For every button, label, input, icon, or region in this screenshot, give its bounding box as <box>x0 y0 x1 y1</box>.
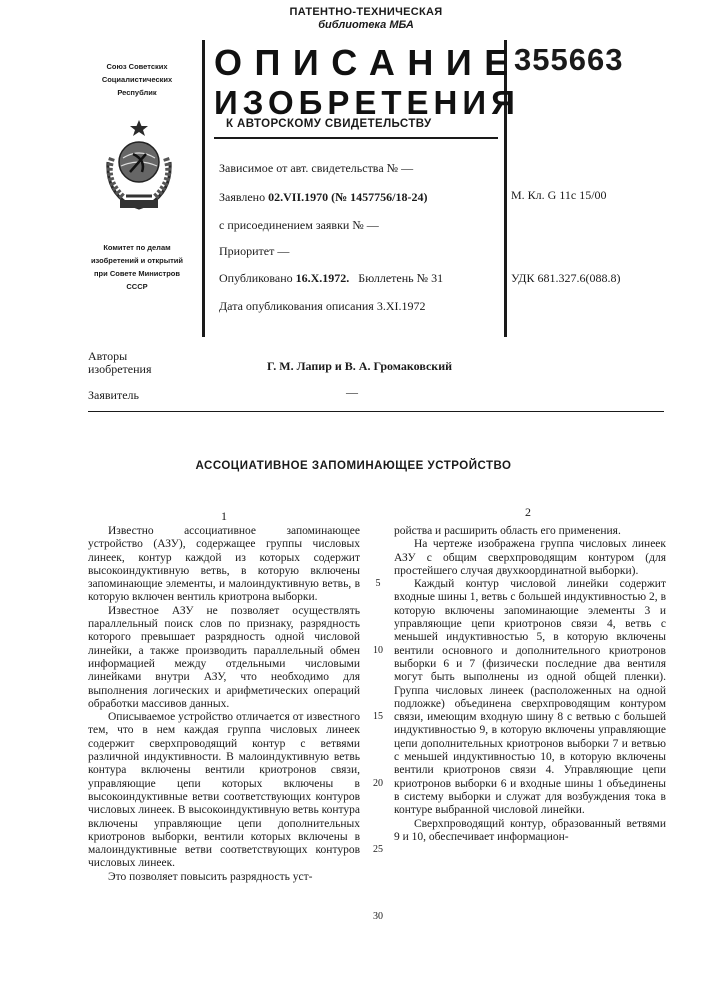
authors-label <box>88 350 151 376</box>
paragraph: Известно ассоциативное запоминающее устройство (АЗУ), содержащее группы числовых линеек, контур каждой из которых содержит высокоиндуктивную ветвь, в которую включены запоминающие элементы, и малоиндуктивную ветвь, в которую включен вентиль криотрона выборки. <box>88 525 360 605</box>
text-column-left <box>88 525 360 884</box>
paragraph: Известное АЗУ не позволяет осуществлять параллельный поиск слов по признаку, разрядность которого превышает разрядность одной числовой линейки, а также производить параллельный обмен информацией между отдельными числовыми линейками внутри АЗУ, что необходимо для выполнения логических и арифметических операций обработки массивов данных. <box>88 605 360 711</box>
title-divider <box>214 137 498 139</box>
classification-udk: УДК 681.327.6(088.8) <box>511 271 620 286</box>
filed-label: Заявлено <box>219 190 265 204</box>
issuer-country <box>82 60 192 99</box>
applicant-label: Заявитель <box>88 389 139 402</box>
page-title-line-2: ИЗОБРЕТЕНИЯ <box>214 86 504 120</box>
patent-number: 355663 <box>514 42 623 78</box>
text-column-right <box>394 525 666 844</box>
country-line: Союз Советских <box>82 60 192 73</box>
committee-line: при Совете Министров <box>82 267 192 280</box>
issuer-committee <box>82 241 192 293</box>
paragraph: На чертеже изображена группа числовых линеек АЗУ с общим сверхпроводящим контуром (для простейшего случая двухкоординатной выборки). <box>394 538 666 578</box>
line-number: 20 <box>368 778 388 789</box>
published-value: 16.Х.1972. <box>296 271 350 285</box>
filed-value: 02.VII.1970 (№ 1457756/18-24) <box>268 190 427 204</box>
section-divider <box>88 411 664 412</box>
authors-label-line: изобретения <box>88 363 151 376</box>
committee-line: СССР <box>82 280 192 293</box>
paragraph: Сверхпроводящий контур, образованный ветвями 9 и 10, обеспечивает информацион- <box>394 818 666 845</box>
line-number: 15 <box>368 711 388 722</box>
document-heading: АССОЦИАТИВНОЕ ЗАПОМИНАЮЩЕЕ УСТРОЙСТВО <box>0 460 707 472</box>
paragraph: Описываемое устройство отличается от известного тем, что в нем каждая группа числовых линеек содержит сверхпроводящий контур с ветвями различной индуктивности. В малоиндуктивную ветвь контура включены вентили криотронов связи, управляющие цепи которых включены в высокоиндуктивные ветви соответствующих контуров числовых линеек. В высокоиндуктивную ветвь контура включены управляющие цепи дополнительных криотронов выборки, вентили которых включены в малоиндуктивные ветви соответствующих контуров числовых линеек. <box>88 711 360 871</box>
published-label: Опубликовано <box>219 271 293 285</box>
left-vertical-rule <box>202 40 205 337</box>
bulletin: Бюллетень № 31 <box>358 271 443 285</box>
committee-line: Комитет по делам <box>82 241 192 254</box>
column-number-left: 1 <box>221 509 227 524</box>
paragraph: Каждый контур числовой линейки содержит входные шины 1, ветвь с большей индуктивностью 2, в которую включены запоминающие элементы 3 и управляющие цепи криотронов связи 4, ветвь с меньшей индуктивностью 5, в которую включены вентили основного и дополнительного криотронов выборки 6 и 7 (физически последние два вентиля могут быть выполнены из одной общей пленки). Группа числовых линеек (расположенных на одной подложке) объединена сверхпроводящим контуром связи, имеющим входную шину 8 с ветвью с большей индуктивностью 9, в которую включены управляющие цепи дополнительных криотронов выборки 7 и ветвью с меньшей индуктивностью 10, в которую включены вентили криотронов связи 4. Управляющие цепи криотронов выборки 6 и входные шины 1 объединены в систему выборки и служат для возбуждения тока в контуре выбранной числовой линейки. <box>394 578 666 817</box>
committee-line: изобретений и открытий <box>82 254 192 267</box>
country-line: Социалистических <box>82 73 192 86</box>
paragraph: Это позволяет повысить разрядность уст- <box>88 871 360 884</box>
priority: Приоритет — <box>219 244 289 258</box>
country-line: Республик <box>82 86 192 99</box>
classification-mkl: М. Кл. G 11c 15/00 <box>511 188 607 203</box>
page-subtitle: К АВТОРСКОМУ СВИДЕТЕЛЬСТВУ <box>226 118 432 130</box>
joined-application: с присоединением заявки № — <box>219 218 379 232</box>
line-number: 10 <box>368 645 388 656</box>
library-stamp <box>286 6 446 32</box>
filed-line <box>219 190 428 204</box>
page-title-line-1: ОПИСАНИЕ <box>214 44 504 82</box>
paragraph: ройства и расширить область его применения. <box>394 525 666 538</box>
applicant-value: — <box>346 385 358 399</box>
ussr-emblem-icon <box>98 118 180 213</box>
line-number: 5 <box>368 578 388 589</box>
line-number: 25 <box>368 844 388 855</box>
line-number: 30 <box>368 911 388 922</box>
authors: Г. М. Лапир и В. А. Громаковский <box>267 359 452 374</box>
stamp-line-1: ПАТЕНТНО-ТЕХНИЧЕСКАЯ <box>286 6 446 19</box>
authors-label-line: Авторы <box>88 350 151 363</box>
column-number-right: 2 <box>525 505 531 520</box>
published-line <box>219 271 443 285</box>
dependent-certificate: Зависимое от авт. свидетельства № — <box>219 161 413 175</box>
stamp-line-2: библиотека МБА <box>286 19 446 32</box>
description-date: Дата опубликования описания 3.XI.1972 <box>219 299 425 313</box>
